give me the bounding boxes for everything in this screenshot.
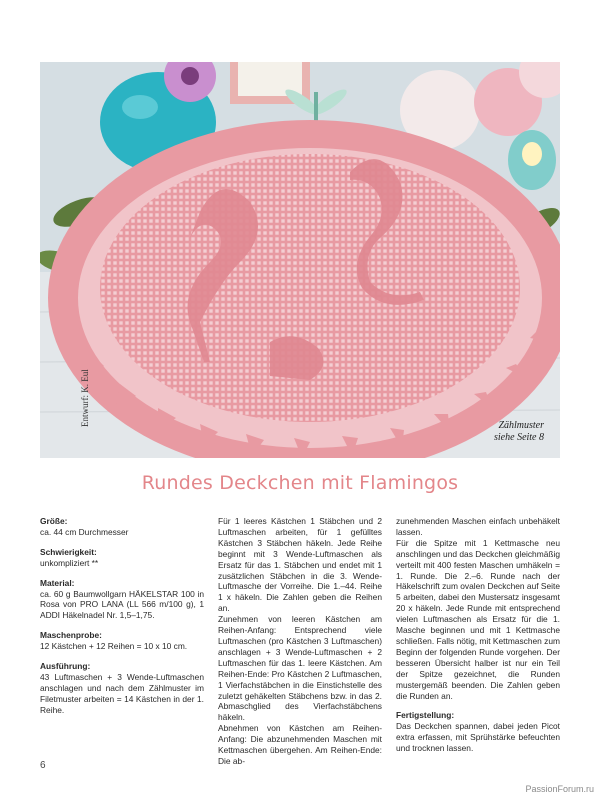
col3-paragraph-1: zunehmenden Maschen einfach unbehäkelt lassen.: [396, 516, 560, 537]
maschenprobe-heading: Maschenprobe:: [40, 630, 102, 641]
caption-line-2: siehe Seite 8: [494, 432, 544, 443]
column-3: [396, 516, 560, 754]
col2-paragraph-1: Für 1 leeres Kästchen 1 Stäbchen und 2 Luftmaschen arbeiten, für 1 gefülltes Kästchen 3 Stäbchen häkeln. Jede Reihe beginnt mit 3 Wende-Luftmaschen als Ersatz für das 1. Stäbchen und endet mit 1 zusätzlichen Stäbchen in die 3. Wende-Luftmasche der Vorreihe. Die 1.–44. Reihe 1 x häkeln. Die Zahlen geben die Reihen an.: [218, 516, 382, 614]
doily-photo: [40, 62, 560, 458]
groesse-heading: Größe:: [40, 516, 68, 526]
schwierigkeit-text: unkompliziert **: [40, 557, 99, 568]
groesse-text: ca. 44 cm Durchmesser: [40, 526, 129, 537]
col3-paragraph-2: Für die Spitze mit 1 Kettmasche neu anschlingen und das Deckchen gleichmäßig verteilt mit 400 festen Maschen umhäkeln = 1. Runde. Die 2.–6. Runde nach der Häkelschrift zum ovalen Deckchen auf Seite 5 arbeiten, dabei den Mustersatz insgesamt 20 x häkeln. Jede Runde mit entsprechend vielen Luftmaschen als Ersatz für die 1. Masche beginnen und mit 1 Kettmasche schließen. Falls nötig, mit Kettmaschen zum Beginn der folgenden Runde vorgehen. Der besseren Übersicht halber ist nur ein Teil der Spitze gezeichnet, die Runden mustergemäß beenden. Die Zahlen geben die Runden an.: [396, 537, 560, 701]
maschenprobe-text: 12 Kästchen + 12 Reihen = 10 x 10 cm.: [40, 641, 188, 652]
photo-credit: Entwurf: K. Eul: [80, 369, 90, 427]
caption-line-1: Zählmuster: [498, 420, 544, 431]
ausfuehrung-text: 43 Luftmaschen + 3 Wende-Luftmaschen anschlagen und nach dem Zählmuster im Filetmuster arbeiten = 14 Kästchen in der 1. Reihe.: [40, 671, 204, 715]
fertig-heading: Fertigstellung:: [396, 710, 455, 721]
col2-paragraph-2: Zunehmen von leeren Kästchen am Reihen-Anfang: Entsprechend viele Luftmaschen (pro Kästchen 3 Luftmaschen) anschlagen + 3 Wende-Luftmaschen + 2 Luftmaschen für das 1. leere Kästchen. Am Reihen-Ende: Pro Kästchen 2 Luftmaschen, 1 Vierfachstäbchen in die Einstichstelle des zuletzt gehäkelten Stäbchens bzw. in das 2. Abmaschglied des Vierfachstäbchens häkeln.: [218, 614, 382, 723]
schwierigkeit-heading: Schwierigkeit:: [40, 546, 97, 557]
column-1: [40, 516, 204, 725]
fertig-text: Das Deckchen spannen, dabei jeden Picot extra erfassen, mit Sprühstärke befeuchten und trocknen lassen.: [396, 721, 560, 754]
site-watermark: PassionForum.ru: [525, 784, 594, 794]
column-2: [218, 516, 382, 767]
page-number: 6: [40, 760, 46, 771]
material-heading: Material:: [40, 577, 75, 588]
chart-reference-caption: [494, 420, 544, 444]
ausfuehrung-heading: Ausführung:: [40, 661, 91, 672]
article-title: Rundes Deckchen mit Flamingos: [141, 472, 459, 494]
material-text: ca. 60 g Baumwollgarn HÄKELSTAR 100 in Rosa von PRO LANA (LL 566 m/100 g), 1 ADDI Häkelnadel Nr. 1,5–1,75.: [40, 588, 204, 621]
col2-paragraph-3: Abnehmen von Kästchen am Reihen-Anfang: Die abzunehmenden Maschen mit Kettmaschen übergehen. Am Reihen-Ende: Die ab-: [218, 723, 382, 766]
